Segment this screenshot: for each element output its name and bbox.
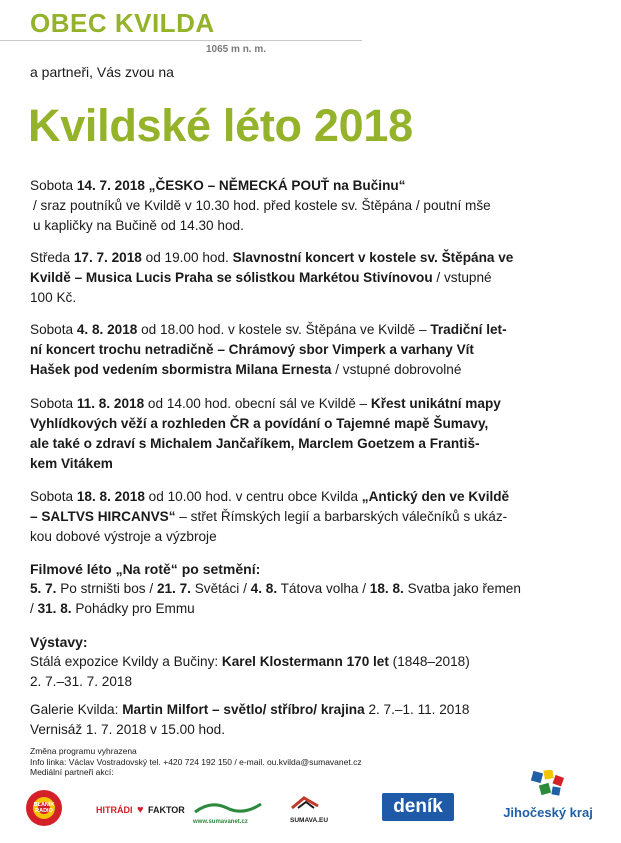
event-4 <box>30 394 590 474</box>
event-date: 4. 8. 2018 <box>76 322 138 337</box>
event-detail: u kapličky na Bučině od 14.30 hod. <box>33 218 244 233</box>
event-day: Sobota <box>30 322 77 337</box>
denik-text: deník <box>393 796 443 817</box>
film-date: 31. 8. <box>37 601 72 616</box>
exhibition-name: Karel Klostermann 170 let <box>221 654 389 669</box>
film-date: 21. 7. <box>156 581 191 596</box>
denik-logo <box>382 793 454 821</box>
hitradio-faktor-logo <box>96 800 188 822</box>
event-name: ní koncert trochu netradičně – Chrámový sbor Vimperk a varhany Vít <box>30 342 474 357</box>
films-heading: Filmové léto „Na rotě“ po setmění: <box>30 561 261 577</box>
film-title: Pohádky pro Emmu <box>71 601 195 616</box>
event-detail: / vstupné dobrovolné <box>331 362 462 377</box>
exhibition-2 <box>30 700 590 740</box>
event-name: Hašek pod vedením sbormistra Milana Ernesta <box>30 362 332 377</box>
exhibition-venue: Galerie Kvilda: <box>30 702 123 717</box>
film-title: Svatba jako řemen <box>403 581 521 596</box>
event-date: 11. 8. 2018 <box>76 396 145 411</box>
exhibition-name: Martin Milfort – světlo/ stříbro/ krajina <box>122 702 365 717</box>
film-title: Tátova volha / <box>277 581 370 596</box>
film-date: 5. 7. <box>30 581 57 596</box>
event-day: Sobota <box>30 178 77 193</box>
exhibition-dates: 2. 7.–31. 7. 2018 <box>30 674 133 689</box>
event-day: Sobota <box>30 489 77 504</box>
jihocesky-text: Jihočeský kraj <box>503 805 593 820</box>
event-date: 17. 7. 2018 <box>73 250 142 265</box>
jihocesky-kraj-logo <box>492 770 604 826</box>
film-title: Po strništi bos / <box>56 581 157 596</box>
page-title: Kvildské léto 2018 <box>28 100 413 151</box>
exhibitions-section <box>30 632 590 692</box>
film-date: 4. 8. <box>250 581 278 596</box>
sumavanet-logo <box>193 800 263 825</box>
blanik-radio-logo <box>24 788 64 828</box>
vernissage-text: Vernisáž 1. 7. 2018 v 15.00 hod. <box>30 722 225 737</box>
jihocesky-symbol-icon <box>492 770 604 800</box>
altitude-label: 1065 m n. m. <box>206 44 267 55</box>
event-name: Vyhlídkových věží a rozhleden ČR a povídání o Tajemné mapě Šumavy, <box>30 416 489 431</box>
exhibitions-heading: Výstavy: <box>30 634 88 650</box>
event-time: od 10.00 hod. v centru obce Kvilda <box>144 489 362 504</box>
exhibition-dates: 2. 7.–1. 11. 2018 <box>364 702 470 717</box>
event-name: ale také o zdraví s Michalem Jančaříkem, Marclem Goetzem a Františ- <box>30 436 480 451</box>
header-divider <box>0 40 362 41</box>
film-title: Světáci / <box>190 581 251 596</box>
footer-notes <box>30 746 362 778</box>
faktor-text: FAKTOR <box>147 805 185 815</box>
event-2 <box>30 248 590 308</box>
event-name: „Antický den ve Kvildě <box>361 489 510 504</box>
hitradio-text: HITRÁDI <box>96 805 133 815</box>
event-name: kem Vitákem <box>30 456 113 471</box>
program-change-note: Změna programu vyhrazena <box>30 746 137 756</box>
event-day: Sobota <box>30 396 77 411</box>
event-name: Slavnostní koncert v kostele sv. Štěpána ve <box>232 250 514 265</box>
event-time: od 19.00 hod. <box>141 250 233 265</box>
event-detail: 100 Kč. <box>30 290 77 305</box>
exhibition-venue: Stálá expozice Kvildy a Bučiny: <box>30 654 222 669</box>
event-name: Křest unikátní mapy <box>370 396 501 411</box>
media-partners-label: Mediální partneři akcí: <box>30 767 114 777</box>
event-name: Kvildě – Musica Lucis Praha se sólistkou Markétou Stivínovou <box>30 270 433 285</box>
sumavanet-wave-icon <box>193 800 263 814</box>
event-day: Středa <box>30 250 74 265</box>
info-line: Info linka: Václav Vostradovský tel. +420 724 192 150 / e-mail. ou.kvilda@sumavanet.cz <box>30 756 362 767</box>
invite-text: a partneři, Vás zvou na <box>30 64 174 80</box>
event-3 <box>30 320 590 380</box>
sumavanet-text: www.sumavanet.cz <box>193 819 248 825</box>
event-detail: kou dobové výstroje a výzbroje <box>30 529 217 544</box>
heart-icon: ♥ <box>136 804 144 816</box>
event-5 <box>30 487 590 547</box>
org-title: OBEC KVILDA <box>30 8 215 38</box>
event-date: 14. 7. 2018 <box>76 178 145 193</box>
event-time: od 14.00 hod. obecní sál ve Kvildě – <box>144 396 371 411</box>
event-name: „ČESKO – NĚMECKÁ POUŤ na Bučinu“ <box>144 178 406 193</box>
event-detail: / vstupné <box>432 270 492 285</box>
sumava-eu-logo <box>290 794 352 824</box>
exhibition-years: (1848–2018) <box>388 654 470 669</box>
event-name: – SALTVS HIRCANVS“ <box>30 509 176 524</box>
partner-logos <box>0 780 621 835</box>
bird-icon <box>290 794 320 812</box>
sumava-eu-text: SUMAVA.EU <box>290 817 329 824</box>
event-detail: – střet Římských legií a barbarských válečníků s ukáz- <box>175 509 508 524</box>
event-date: 18. 8. 2018 <box>76 489 145 504</box>
event-time: od 18.00 hod. v kostele sv. Štěpána ve Kvildě – <box>137 322 431 337</box>
event-name: Tradiční let- <box>430 322 507 337</box>
blanik-text: BLANÍK RADIO <box>33 802 55 814</box>
films-section <box>30 559 590 619</box>
film-separator: / <box>30 601 38 616</box>
event-1 <box>30 176 590 236</box>
event-detail: / sraz poutníků ve Kvildě v 10.30 hod. před kostele sv. Štěpána / poutní mše <box>33 198 491 213</box>
film-date: 18. 8. <box>369 581 404 596</box>
